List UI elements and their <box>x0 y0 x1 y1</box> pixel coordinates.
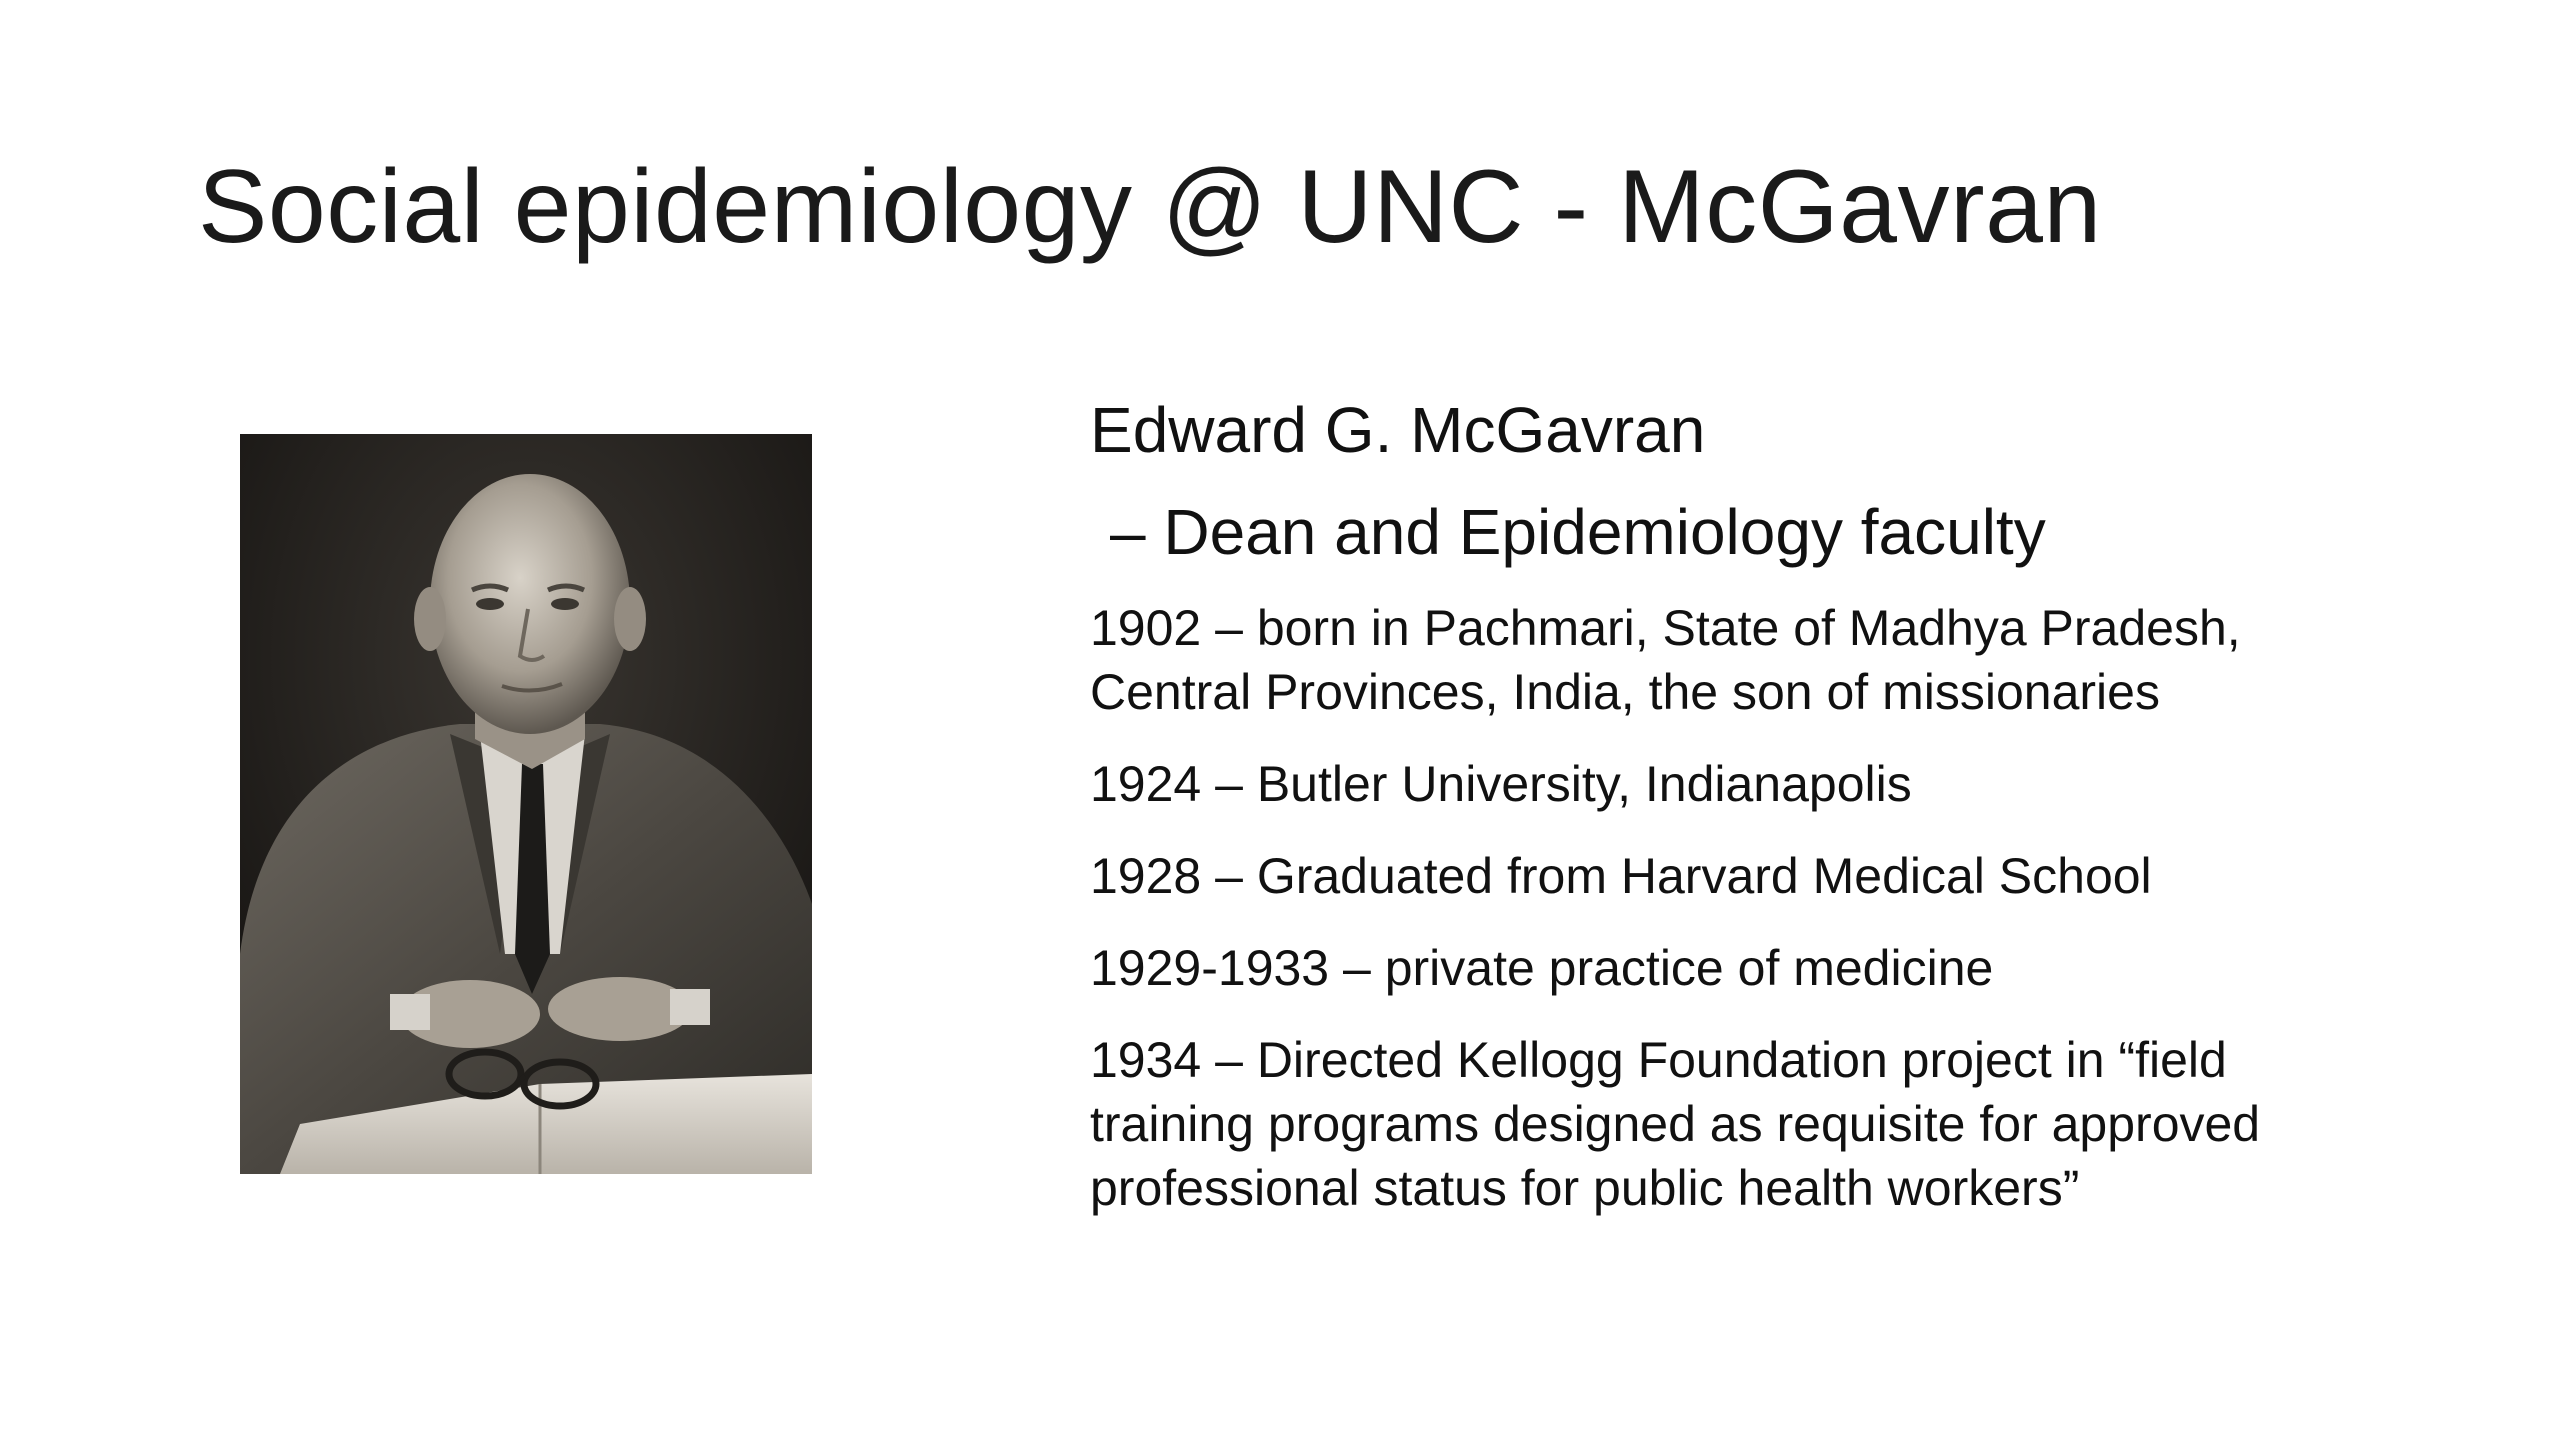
timeline-entry-line: 1929-1933 – private practice of medicine <box>1090 940 1994 996</box>
bio-content <box>1090 390 2490 1248</box>
timeline-entry <box>1090 596 2490 724</box>
timeline-entry <box>1090 1028 2490 1220</box>
slide-title: Social epidemiology @ UNC - McGavran <box>198 149 2102 265</box>
timeline-entry-line: 1934 – Directed Kellogg Foundation project in “field <box>1090 1032 2227 1088</box>
timeline-entry <box>1090 844 2490 908</box>
person-name: Edward G. McGavran <box>1090 394 1706 466</box>
timeline-entry <box>1090 936 2490 1000</box>
timeline-entry-line: training programs designed as requisite for approved <box>1090 1096 2261 1152</box>
timeline-entry-line: 1902 – born in Pachmari, State of Madhya Pradesh, <box>1090 600 2241 656</box>
timeline-entry-line: 1924 – Butler University, Indianapolis <box>1090 756 1912 812</box>
timeline-entry <box>1090 752 2490 816</box>
portrait-photo-icon <box>240 434 812 1174</box>
portrait-photo <box>240 434 812 1174</box>
timeline-entry-line: Central Provinces, India, the son of missionaries <box>1090 664 2160 720</box>
person-role: – Dean and Epidemiology faculty <box>1110 496 2046 568</box>
timeline-entry-line: professional status for public health workers” <box>1090 1160 2080 1216</box>
timeline-entry-line: 1928 – Graduated from Harvard Medical School <box>1090 848 2152 904</box>
